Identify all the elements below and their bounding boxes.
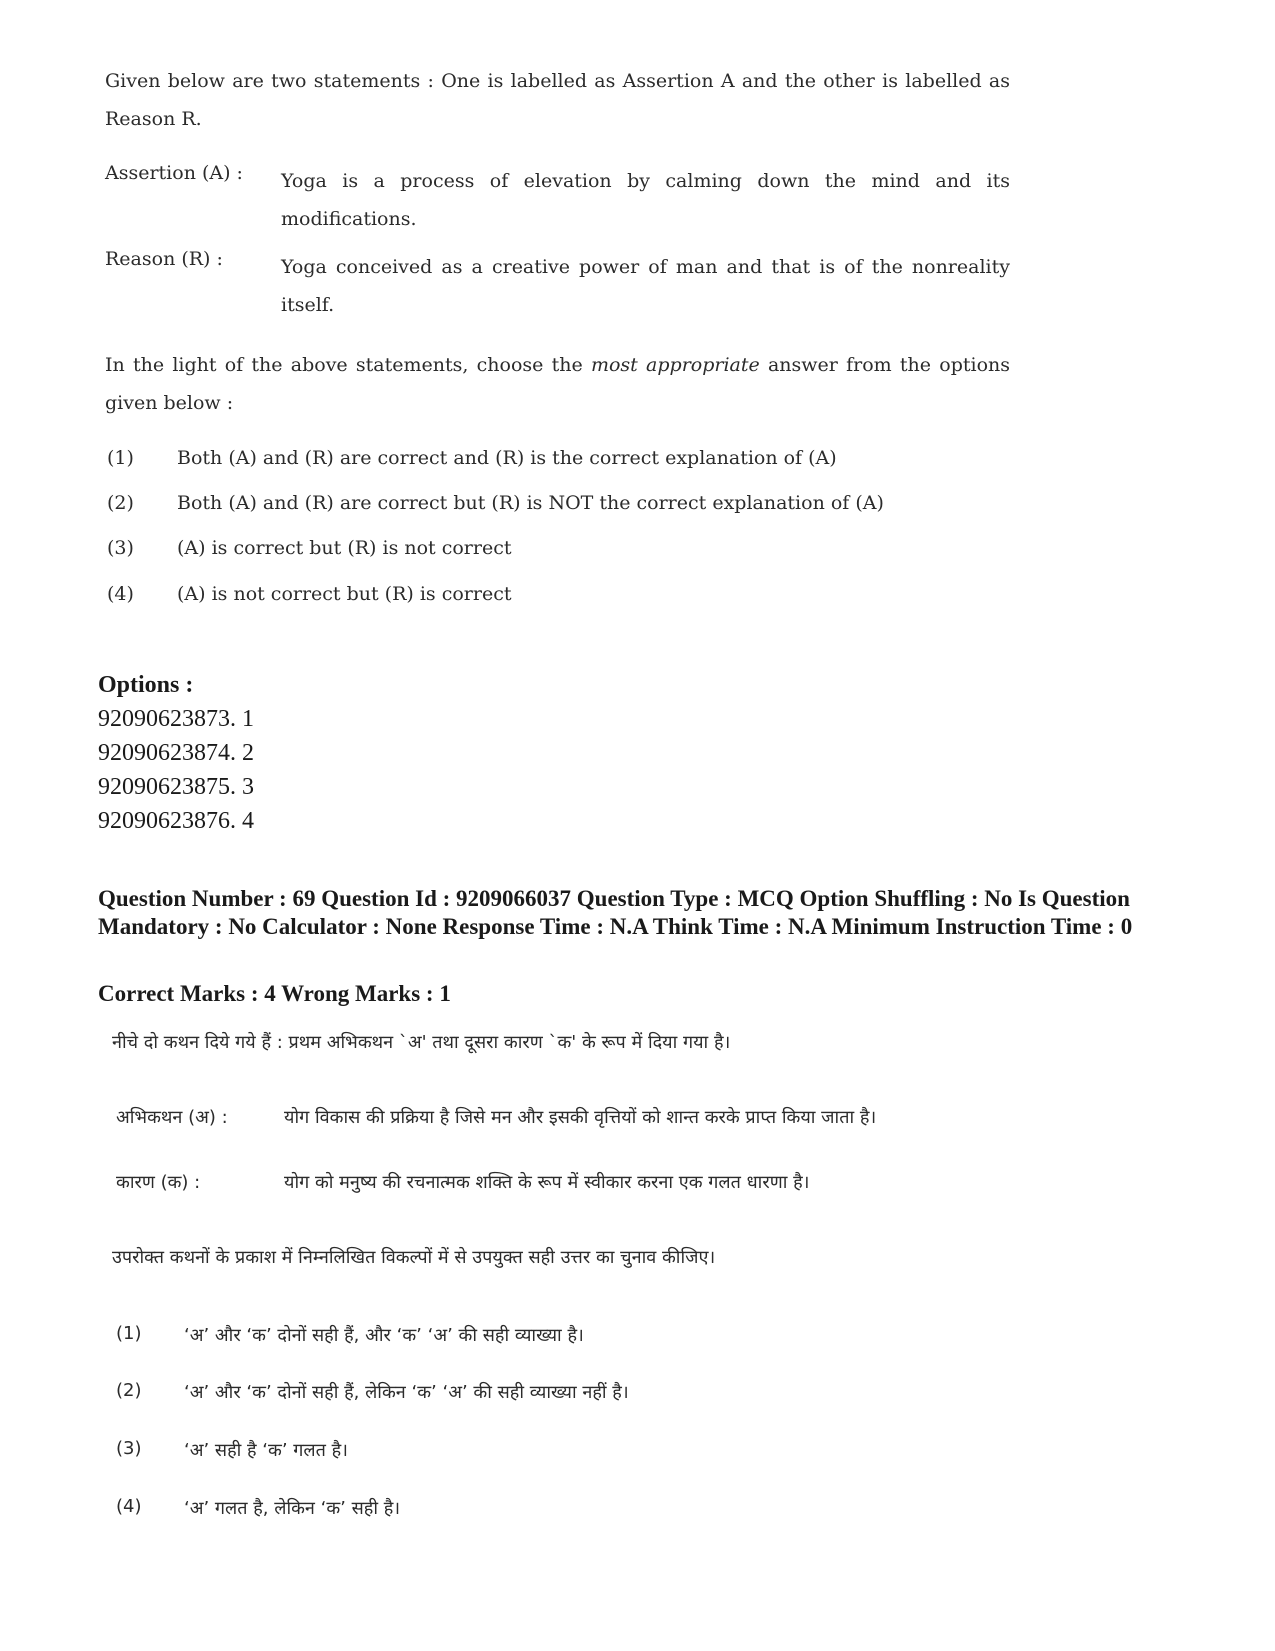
option-item: 92090623873. 1 [98,706,254,732]
question-meta: Question Number : 69 Question Id : 9209066037 Question Type : MCQ Option Shuffling : No Is Question Mandatory : No Calculator : None Response Time : N.A Think Time : N.A Minimum Instruction Time : 0 [98,886,1133,939]
option-item: 92090623875. 3 [98,774,254,800]
question-marks: Correct Marks : 4 Wrong Marks : 1 [98,981,451,1006]
assertion-text: Yoga is a process of elevation by calming down the mind and its modifications. [281,170,1010,230]
hindi-reason-label: कारण (क) : [116,1172,201,1193]
question-instruction [105,346,1010,422]
choice-text: (A) is correct but (R) is not correct [177,537,512,559]
instruction-emphasis: most appropriate [590,354,760,376]
choice-number: (2) [116,1380,142,1401]
hindi-instruction: उपरोक्त कथनों के प्रकाश में निम्नलिखित विकल्पों में से उपयुक्त सही उत्तर का चुनाव कीजिए। [112,1247,716,1268]
option-item: 92090623874. 2 [98,740,254,766]
choice-number: (4) [107,583,134,605]
choice-number: (3) [116,1438,142,1459]
choice-number: (1) [107,447,134,469]
hindi-assertion-label: अभिकथन (अ) : [116,1107,228,1128]
choice-text: (A) is not correct but (R) is correct [177,583,512,605]
reason-label: Reason (R) : [105,248,223,270]
assertion-label: Assertion (A) : [105,162,243,184]
option-item: 92090623876. 4 [98,808,254,834]
options-list [98,702,254,838]
hindi-assertion-text: योग विकास की प्रक्रिया है जिसे मन और इसकी वृत्तियों को शान्त करके प्राप्त किया जाता है। [284,1107,877,1128]
choice-number: (3) [107,537,134,559]
hindi-intro: नीचे दो कथन दिये गये हैं : प्रथम अभिकथन `अ' तथा दूसरा कारण `क' के रूप में दिया गया है। [112,1032,731,1053]
choice-number: (1) [116,1323,142,1344]
reason-text: Yoga conceived as a creative power of man and that is of the nonreality itself. [281,256,1010,316]
options-title: Options : [98,672,194,698]
choice-text: Both (A) and (R) are correct but (R) is NOT the correct explanation of (A) [177,492,884,514]
choice-number: (2) [107,492,134,514]
choice-text: ‘अ’ गलत है, लेकिन ‘क’ सही है। [184,1498,401,1519]
choice-text: Both (A) and (R) are correct and (R) is the correct explanation of (A) [177,447,837,469]
choice-text: ‘अ’ सही है ‘क’ गलत है। [184,1440,348,1461]
options-block [98,668,254,838]
hindi-reason-text: योग को मनुष्य की रचनात्मक शक्ति के रूप में स्वीकार करना एक गलत धारणा है। [284,1172,810,1193]
question-intro: Given below are two statements : One is labelled as Assertion A and the other is labelled as Reason R. [105,70,1010,130]
choice-text: ‘अ’ और ‘क’ दोनों सही हैं, लेकिन ‘क’ ‘अ’ की सही व्याख्या नहीं है। [184,1382,629,1403]
instruction-part: In the light of the above statements, choose the [105,354,591,376]
instruction-part: answer from the options given below : [105,354,1010,414]
choice-number: (4) [116,1496,142,1517]
choice-text: ‘अ’ और ‘क’ दोनों सही हैं, और ‘क’ ‘अ’ की सही व्याख्या है। [184,1325,584,1346]
